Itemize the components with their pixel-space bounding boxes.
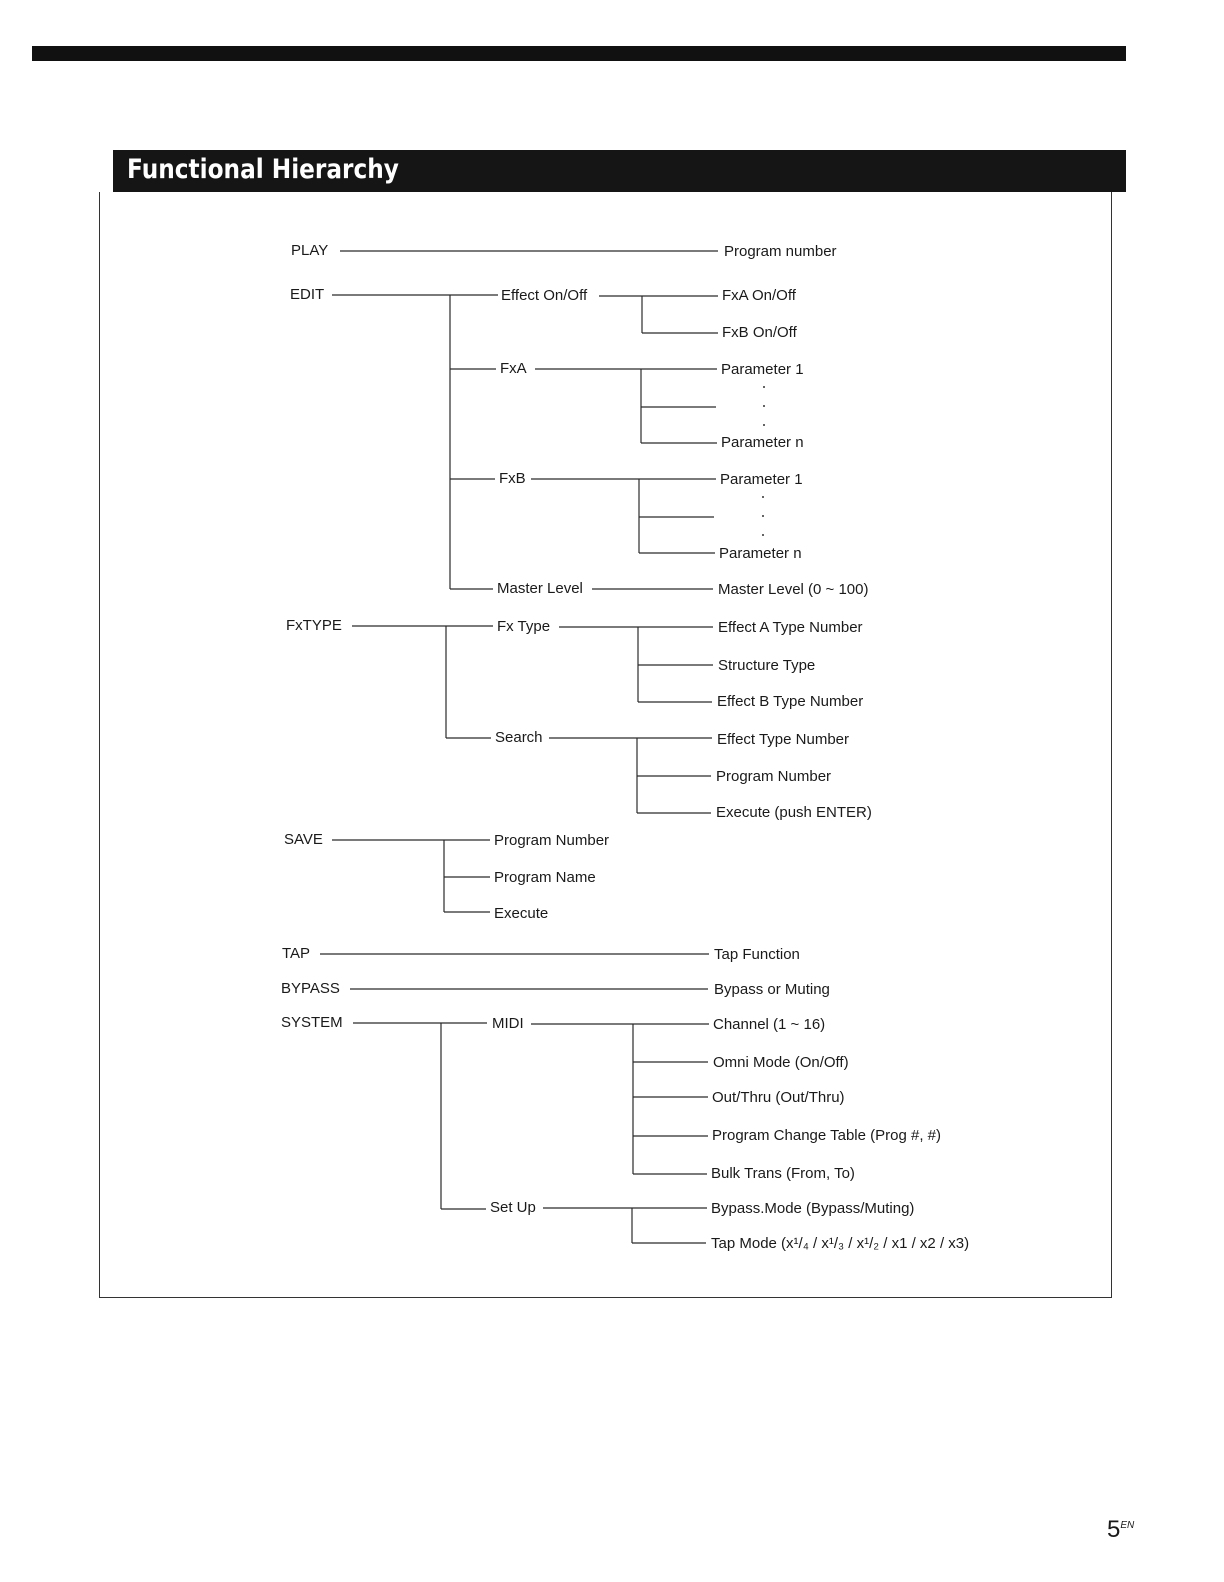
leaf-tap-mode: Tap Mode (x¹/₄ / x¹/₃ / x¹/₂ / x1 / x2 / x3) [711,1235,970,1252]
node-play: PLAY [291,242,329,259]
node-search: Search [495,729,543,746]
page-number-value: 5 [1107,1516,1121,1543]
node-edit: EDIT [290,286,325,303]
node-save: SAVE [284,831,323,848]
ellipsis-dot [763,386,765,388]
section-title: Functional Hierarchy [127,154,399,185]
leaf-fxb-parameter-1: Parameter 1 [720,471,803,488]
ellipsis-dot [763,405,765,407]
node-fxb: FxB [499,470,526,487]
leaf-out-thru: Out/Thru (Out/Thru) [712,1089,845,1106]
ellipsis-dot [762,496,764,498]
leaf-structure-type: Structure Type [718,657,816,674]
leaf-fxa-onoff: FxA On/Off [722,287,796,304]
leaf-bypass-or-muting: Bypass or Muting [714,981,830,998]
ellipsis-dot [763,424,765,426]
node-fxtype: FxTYPE [286,617,342,634]
ellipsis-dot [762,534,764,536]
leaf-fxa-parameter-n: Parameter n [721,434,804,451]
node-set-up: Set Up [490,1199,536,1216]
leaf-program-change-table: Program Change Table (Prog #, #) [712,1127,942,1144]
page-number-suffix: EN [1120,1520,1135,1531]
node-system: SYSTEM [281,1014,343,1031]
node-master-level: Master Level [497,580,583,597]
node-fx-type: Fx Type [497,618,551,635]
leaf-omni-mode: Omni Mode (On/Off) [713,1054,849,1071]
node-fxa: FxA [500,360,527,377]
leaf-effect-b-type-number: Effect B Type Number [717,693,864,710]
leaf-save-program-name: Program Name [494,869,596,886]
leaf-fxb-onoff: FxB On/Off [722,324,797,341]
node-midi: MIDI [492,1015,524,1032]
leaf-search-program-number: Program Number [716,768,832,785]
leaf-save-execute: Execute [494,905,549,922]
leaf-effect-type-number: Effect Type Number [717,731,850,748]
leaf-program-number: Program number [724,243,837,260]
leaf-bypass-mode: Bypass.Mode (Bypass/Muting) [711,1200,915,1217]
leaf-execute-push-enter: Execute (push ENTER) [716,804,872,821]
page-number [1107,1516,1134,1544]
node-bypass: BYPASS [281,980,340,997]
leaf-tap-function: Tap Function [714,946,800,963]
leaf-master-level-range: Master Level (0 ~ 100) [718,581,869,598]
leaf-save-program-number: Program Number [494,832,610,849]
leaf-channel: Channel (1 ~ 16) [713,1016,826,1033]
leaf-fxb-parameter-n: Parameter n [719,545,802,562]
leaf-fxa-parameter-1: Parameter 1 [721,361,804,378]
node-effect-onoff: Effect On/Off [501,287,588,304]
node-tap: TAP [282,945,311,962]
leaf-effect-a-type-number: Effect A Type Number [718,619,863,636]
ellipsis-dot [762,515,764,517]
leaf-bulk-trans: Bulk Trans (From, To) [711,1165,855,1182]
